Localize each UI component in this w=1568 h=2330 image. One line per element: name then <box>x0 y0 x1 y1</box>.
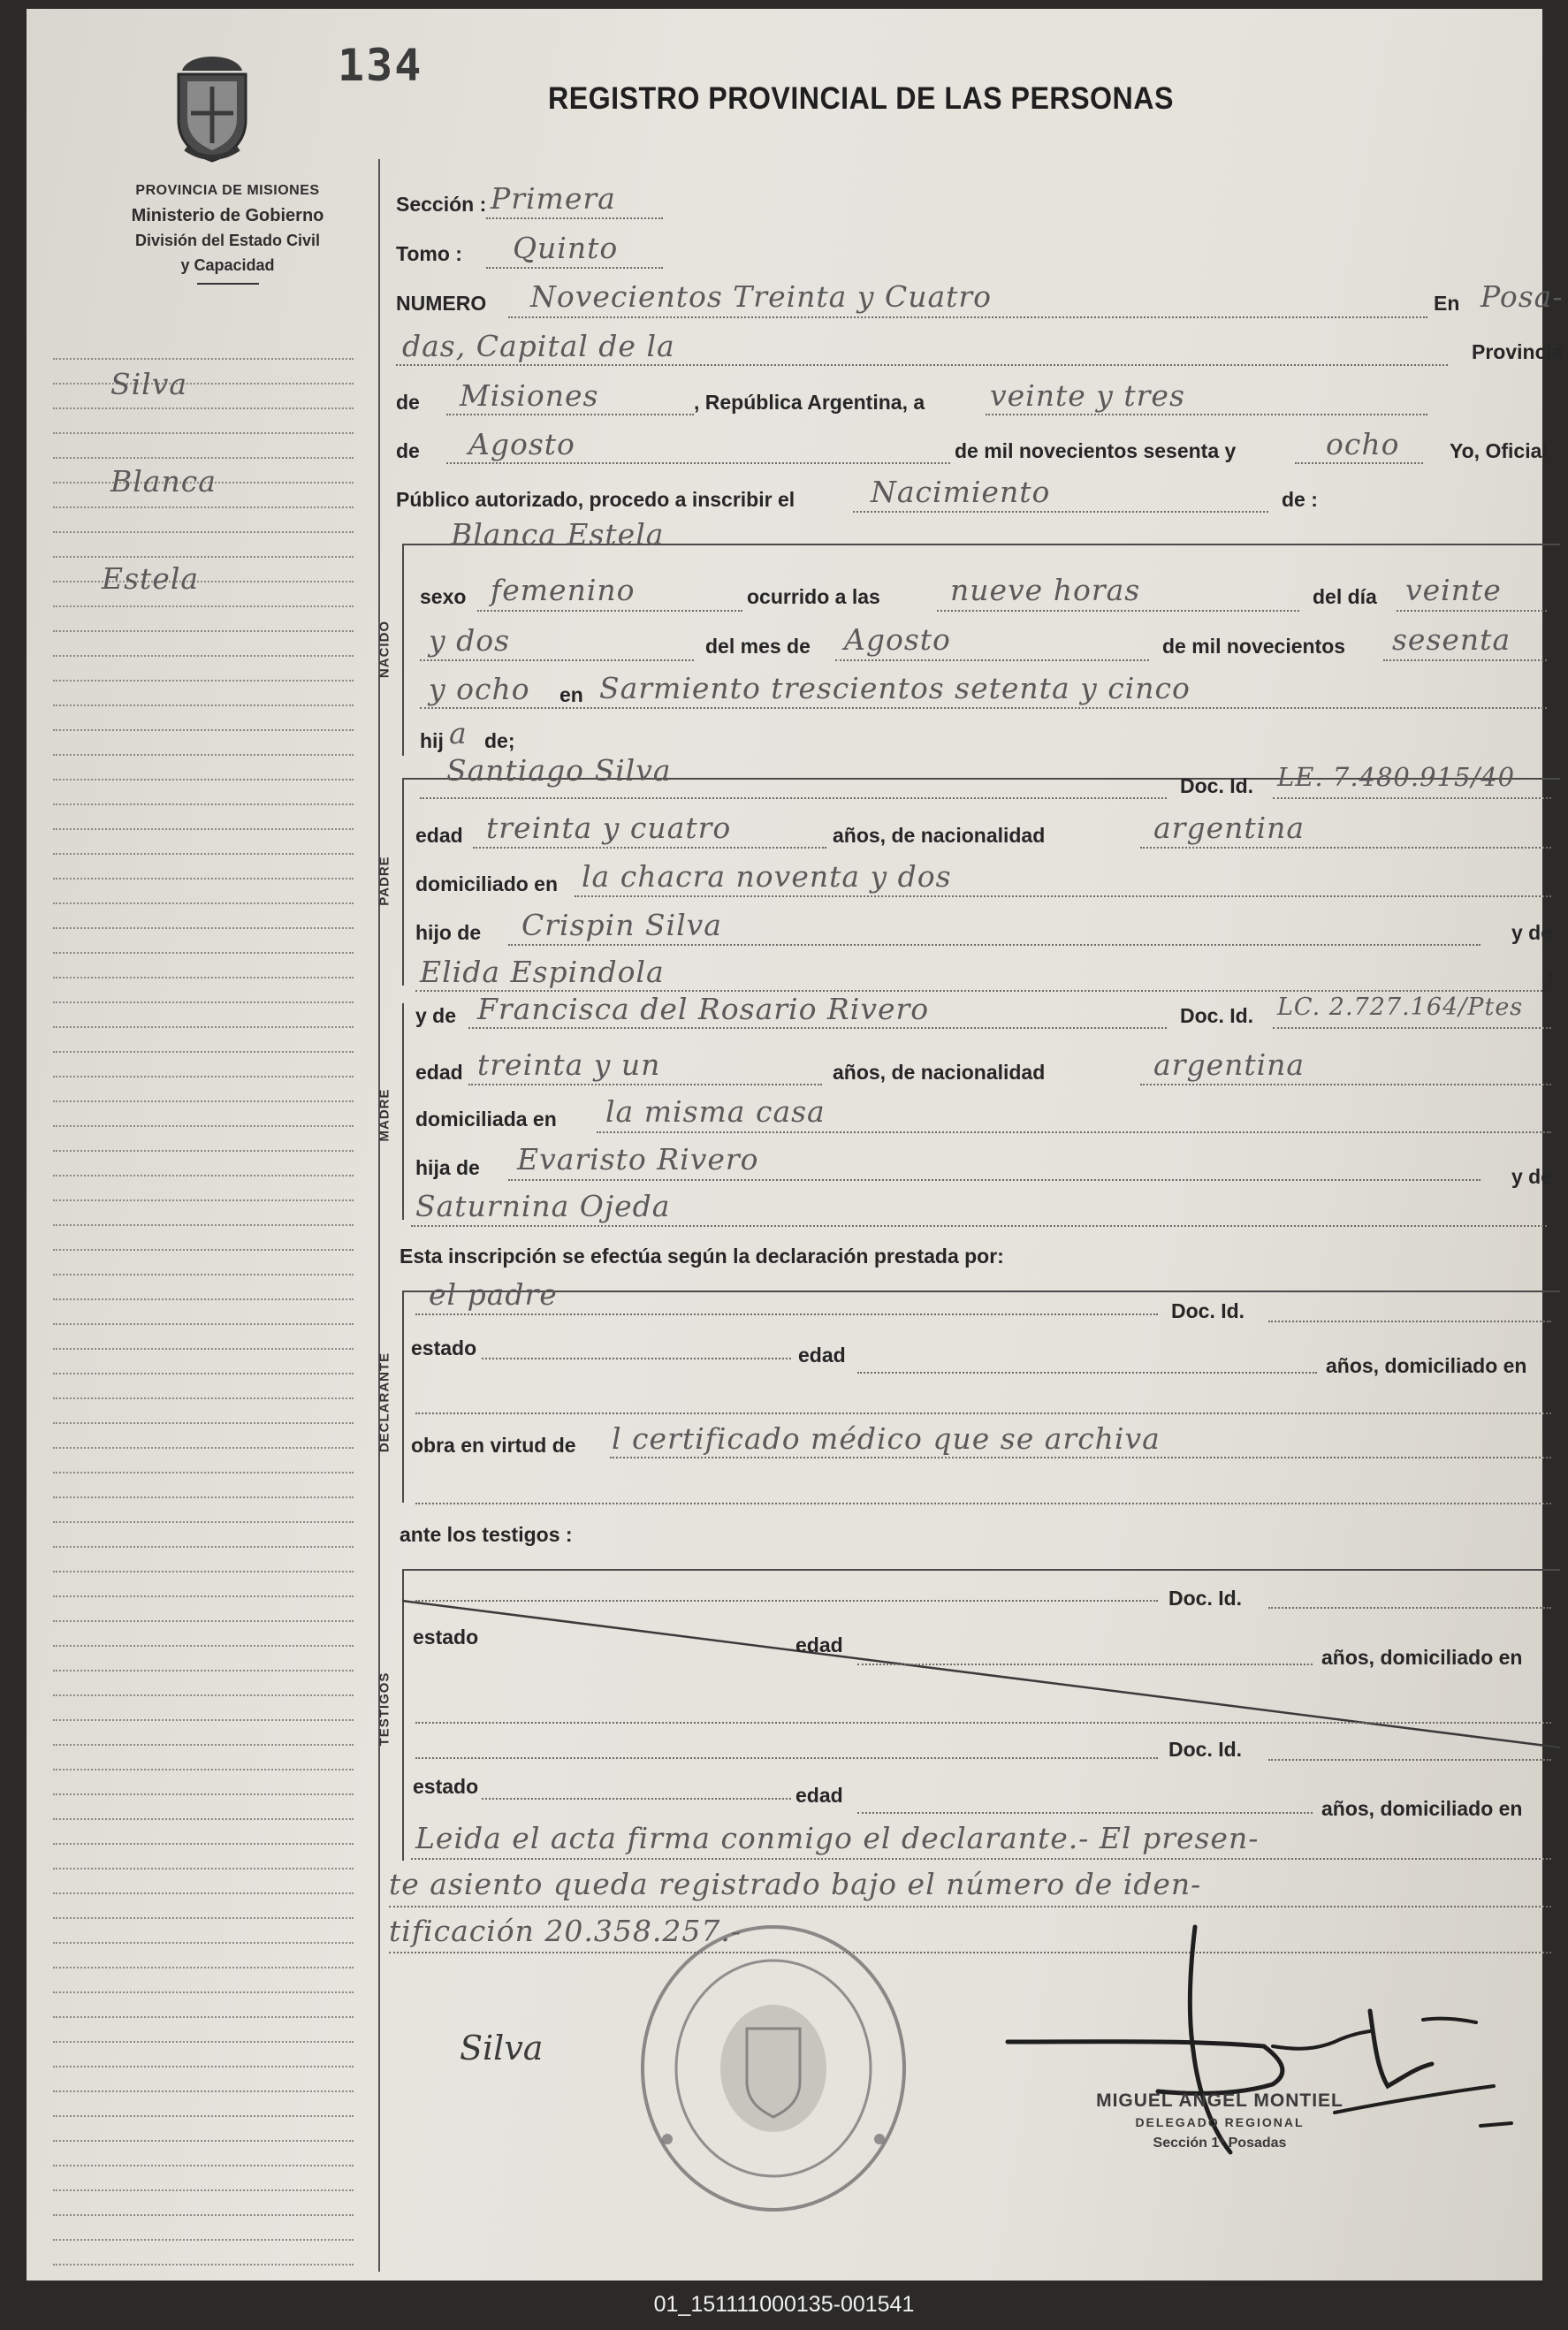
margin-rule-line <box>53 2140 354 2142</box>
label-provincia: Provincia <box>1472 340 1564 363</box>
label-testigo-1-doc: Doc. Id. <box>1168 1587 1243 1610</box>
side-label-declarante: DECLARANTE <box>377 1352 392 1453</box>
margin-rule-line <box>53 655 354 657</box>
margin-rule-line <box>53 581 354 582</box>
line-madre-nac <box>1140 1084 1551 1085</box>
margin-rule-line <box>53 630 354 632</box>
line-testigos-top <box>402 1569 1560 1571</box>
margin-rule-line <box>53 1397 354 1399</box>
value-madre-edad: treinta y un <box>477 1047 661 1082</box>
line-obra <box>610 1457 1551 1458</box>
label-declarante-anos: años, domiciliado en <box>1326 1354 1527 1377</box>
margin-rule-line <box>53 1001 354 1003</box>
margin-rule-line <box>53 1942 354 1944</box>
line-numero <box>508 316 1427 318</box>
label-testigos: ante los testigos : <box>400 1523 573 1546</box>
line-dia <box>986 414 1427 415</box>
line-madre-edad <box>468 1084 822 1085</box>
line-testigo-1 <box>415 1600 1158 1602</box>
value-declarante-nombre: el padre <box>429 1277 558 1312</box>
bracket-madre <box>402 1003 404 1220</box>
value-mes-nac: Agosto <box>844 622 951 657</box>
margin-rule-line <box>53 432 354 434</box>
value-madre-hija-de: Evaristo Rivero <box>517 1142 759 1176</box>
side-label-testigos: TESTIGOS <box>377 1671 392 1747</box>
margin-rule-line <box>53 1818 354 1820</box>
label-ocurrido: ocurrido a las <box>747 585 880 608</box>
margin-rule-line <box>53 1323 354 1325</box>
line-madre-nombre <box>468 1027 1167 1029</box>
margin-note-name-1: Blanca <box>110 464 217 499</box>
line-padre-nombre <box>420 797 1167 799</box>
testigos-cancel-stroke <box>402 1595 1560 1750</box>
label-madre-hija-de: hija de <box>415 1156 480 1179</box>
value-lugar-2: das, Capital de la <box>402 329 675 363</box>
label-en-lugar: en <box>559 683 583 706</box>
line-padre-doc <box>1273 797 1551 799</box>
value-lugar-nac: Sarmiento trescientos setenta y cinco <box>599 671 1191 705</box>
margin-rule-line <box>53 779 354 780</box>
ministry-name: Ministerio de Gobierno <box>131 206 324 225</box>
margin-rule-line <box>53 1546 354 1548</box>
value-madre-domicilio: la misma casa <box>605 1094 826 1129</box>
coat-of-arms-icon <box>159 51 265 166</box>
margin-rule-line <box>53 1769 354 1770</box>
bracket-nacido <box>402 544 404 756</box>
label-padre-edad: edad <box>415 824 463 847</box>
value-provincia: Misiones <box>460 378 599 413</box>
side-label-madre: MADRE <box>377 1088 392 1142</box>
margin-rule-line <box>53 952 354 954</box>
value-declarante-obra: l certificado médico que se archiva <box>612 1421 1161 1456</box>
value-dia-nac-2: y dos <box>429 623 511 658</box>
margin-rule-line <box>53 1175 354 1176</box>
line-anio <box>1295 462 1423 464</box>
label-hij: hij <box>420 729 444 752</box>
label-madre-nac: años, de nacionalidad <box>833 1061 1046 1084</box>
division-name: División del Estado Civil <box>134 232 321 249</box>
line-sexo <box>477 610 742 612</box>
label-madre-y-de-2: y de <box>1511 1165 1553 1188</box>
image-id-caption: 01_151111000135-001541 <box>653 2292 915 2317</box>
value-anio: ocho <box>1326 427 1400 461</box>
margin-rule-line <box>53 1744 354 1746</box>
label-sexo: sexo <box>420 585 467 608</box>
margin-rule-line <box>53 1249 354 1251</box>
office-header <box>62 179 393 285</box>
value-genero: a <box>449 716 468 750</box>
line-padre-domicilio <box>575 895 1551 897</box>
margin-rule-line <box>53 853 354 855</box>
label-declaracion: Esta inscripción se efectúa según la declaración prestada por: <box>400 1245 1004 1268</box>
margin-rule-line <box>53 1125 354 1127</box>
line-dia-nac-2 <box>420 659 694 661</box>
label-republica: , República Argentina, a <box>694 391 925 414</box>
margin-rule-line <box>53 2239 354 2241</box>
label-publico: Público autorizado, procedo a inscribir el <box>396 488 795 511</box>
bracket-declarante <box>402 1291 404 1503</box>
margin-rule-line <box>53 1694 354 1696</box>
province-name: PROVINCIA DE MISIONES <box>135 183 320 198</box>
margin-rule-line <box>53 729 354 731</box>
margin-rule-line <box>53 2264 354 2265</box>
margin-rule-line <box>53 828 354 830</box>
value-dia-nac-1: veinte <box>1405 573 1502 607</box>
line-testigo-2 <box>415 1757 1158 1759</box>
margin-ruled-column <box>53 358 354 2276</box>
label-testigo-2-anos: años, domiciliado en <box>1321 1797 1523 1820</box>
line-lugar-nac <box>420 707 1547 709</box>
line-mes <box>446 462 950 464</box>
line-declarante-edad <box>857 1372 1317 1374</box>
value-padre-domicilio: la chacra noventa y dos <box>582 859 952 894</box>
line-testigo-2-estado <box>482 1798 791 1800</box>
official-office: Sección 1ª Posadas <box>1153 2136 1287 2151</box>
value-dia: veinte y tres <box>990 378 1185 413</box>
label-madre-y-de: y de <box>415 1004 457 1027</box>
line-padre-hijo-de <box>508 944 1480 946</box>
side-label-nacido: NACIDO <box>377 620 392 679</box>
value-madre-doc: LC. 2.727.164/Ptes <box>1277 994 1524 1021</box>
margin-rule-line <box>53 1571 354 1572</box>
label-declarante-edad: edad <box>798 1344 846 1367</box>
line-madre-hija-de <box>508 1179 1480 1181</box>
margin-rule-line <box>53 1051 354 1053</box>
label-de-colon: de : <box>1282 488 1318 511</box>
registry-seal-stamp <box>636 1923 910 2214</box>
value-mes: Agosto <box>468 427 575 461</box>
line-closing-1 <box>411 1858 1551 1860</box>
line-declarante-nombre <box>415 1313 1158 1315</box>
label-madre-edad: edad <box>415 1061 463 1084</box>
label-en: En <box>1434 292 1460 315</box>
margin-rule-line <box>53 1793 354 1795</box>
margin-rule-line <box>53 1917 354 1919</box>
margin-rule-line <box>53 383 354 385</box>
value-padre-nombre: Santiago Silva <box>446 753 672 788</box>
division-name-2: y Capacidad <box>180 256 275 274</box>
margin-rule-line <box>53 506 354 508</box>
margin-rule-line <box>53 1373 354 1374</box>
value-anio-nac-2: y ocho <box>429 672 530 706</box>
line-declarante-domicilio <box>415 1412 1551 1414</box>
margin-rule-line <box>53 2016 354 2018</box>
margin-rule-line <box>53 1719 354 1721</box>
closing-line-3: tificación 20.358.257.- <box>389 1914 742 1948</box>
line-testigo-1-doc <box>1268 1607 1551 1609</box>
margin-rule-line <box>53 1521 354 1523</box>
line-madre-doc <box>1273 1027 1551 1029</box>
margin-rule-line <box>53 2214 354 2216</box>
margin-vertical-rule <box>378 159 380 2272</box>
line-padre-edad <box>473 847 826 849</box>
margin-rule-line <box>53 1595 354 1597</box>
label-seccion: Sección : <box>396 193 487 216</box>
value-lugar-1: Posa- <box>1480 279 1564 314</box>
line-testigo-2-edad <box>857 1812 1313 1814</box>
line-seccion <box>486 217 663 219</box>
margin-rule-line <box>53 1645 354 1647</box>
margin-rule-line <box>53 1100 354 1102</box>
label-padre-domicilio: domiciliado en <box>415 872 559 895</box>
margin-rule-line <box>53 680 354 681</box>
label-de-provincia: de <box>396 391 420 414</box>
margin-rule-line <box>53 1967 354 1968</box>
margin-rule-line <box>53 1447 354 1449</box>
label-padre-hijo-de: hijo de <box>415 921 482 944</box>
margin-rule-line <box>53 754 354 756</box>
line-testigo-2-doc <box>1268 1759 1551 1761</box>
value-anio-nac-1: sesenta <box>1392 622 1511 657</box>
label-de-semicolon: de; <box>484 729 515 752</box>
margin-rule-line <box>53 1422 354 1424</box>
margin-rule-line <box>53 1076 354 1077</box>
line-testigo-1-domicilio <box>415 1722 1551 1724</box>
margin-rule-line <box>53 556 354 558</box>
label-mil-novecientos: de mil novecientos <box>1162 635 1346 658</box>
label-testigo-2-estado: estado <box>413 1775 479 1798</box>
value-seccion: Primera <box>491 181 616 216</box>
margin-rule-line <box>53 1991 354 1993</box>
official-name: MIGUEL ANGEL MONTIEL <box>1096 2090 1343 2111</box>
margin-rule-line <box>53 1199 354 1201</box>
margin-rule-line <box>53 977 354 978</box>
margin-rule-line <box>53 1298 354 1300</box>
label-mil-sesenta: de mil novecientos sesenta y <box>955 439 1237 462</box>
line-tomo <box>486 267 663 269</box>
label-padre-doc: Doc. Id. <box>1180 774 1254 797</box>
closing-line-2: te asiento queda registrado bajo el número de iden- <box>389 1867 1202 1901</box>
margin-rule-line <box>53 927 354 929</box>
line-lugar <box>396 364 1448 366</box>
line-declarante-doc <box>1268 1321 1551 1322</box>
margin-rule-line <box>53 1496 354 1498</box>
margin-rule-line <box>53 1026 354 1028</box>
official-role: DELEGADO REGIONAL <box>1135 2115 1305 2129</box>
line-hora <box>937 610 1299 612</box>
label-testigo-1-edad: edad <box>795 1633 843 1656</box>
label-padre-y-de: y de <box>1511 921 1553 944</box>
folio-number: 134 <box>338 40 423 91</box>
value-madre-nombre: Francisca del Rosario Rivero <box>477 992 930 1026</box>
margin-rule-line <box>53 2090 354 2092</box>
label-padre-nac: años, de nacionalidad <box>833 824 1046 847</box>
page-title: REGISTRO PROVINCIAL DE LAS PERSONAS <box>548 81 1174 116</box>
margin-rule-line <box>53 2189 354 2191</box>
value-padre-y-de: Elida Espindola <box>420 955 665 989</box>
label-de-mes: de <box>396 439 420 462</box>
margin-rule-line <box>53 457 354 459</box>
value-madre-y-de: Saturnina Ojeda <box>415 1189 671 1223</box>
label-obra: obra en virtud de <box>411 1434 576 1457</box>
margin-note-name-2: Estela <box>102 561 200 596</box>
label-testigo-2-edad: edad <box>795 1784 843 1807</box>
line-closing-2 <box>389 1906 1551 1907</box>
margin-rule-line <box>53 358 354 360</box>
margin-rule-line <box>53 704 354 706</box>
value-padre-nacionalidad: argentina <box>1153 811 1305 845</box>
margin-rule-line <box>53 531 354 533</box>
margin-rule-line <box>53 2041 354 2043</box>
margin-rule-line <box>53 1670 354 1671</box>
margin-rule-line <box>53 2165 354 2166</box>
label-del-dia: del día <box>1313 585 1377 608</box>
header-divider <box>197 283 259 285</box>
label-testigo-1-anos: años, domiciliado en <box>1321 1646 1523 1669</box>
label-numero: NUMERO <box>396 292 487 315</box>
side-label-padre: PADRE <box>377 856 392 906</box>
line-anio-nac <box>1383 659 1547 661</box>
declarant-signature: Silva <box>460 2029 544 2067</box>
value-tomo: Quinto <box>513 231 619 265</box>
margin-rule-line <box>53 878 354 879</box>
margin-rule-line <box>53 1274 354 1275</box>
official-stamp <box>1052 2090 1388 2154</box>
margin-rule-line <box>53 1150 354 1152</box>
label-del-mes: del mes de <box>705 635 811 658</box>
value-padre-doc: LE. 7.480.915/40 <box>1277 762 1516 792</box>
value-hora: nueve horas <box>950 573 1141 607</box>
label-semicolon: ; <box>1547 965 1554 988</box>
line-obra-2 <box>415 1503 1551 1504</box>
margin-rule-line <box>53 1472 354 1473</box>
value-nombre: Blanca Estela <box>451 517 665 552</box>
margin-rule-line <box>53 605 354 607</box>
line-padre-nac <box>1140 847 1551 849</box>
label-testigo-2-doc: Doc. Id. <box>1168 1738 1243 1761</box>
line-madre-domicilio <box>597 1131 1551 1133</box>
label-oficial: Yo, Oficial <box>1450 439 1548 462</box>
label-declarante-estado: estado <box>411 1336 477 1359</box>
margin-rule-line <box>53 1348 354 1350</box>
label-testigo-1-estado: estado <box>413 1626 479 1649</box>
margin-rule-line <box>53 1224 354 1226</box>
line-declarante-estado <box>482 1358 791 1359</box>
line-mes-nac <box>835 659 1149 661</box>
margin-rule-line <box>53 2066 354 2067</box>
line-dia-nac <box>1397 610 1547 612</box>
margin-rule-line <box>53 407 354 409</box>
bracket-padre <box>402 778 404 986</box>
label-madre-domicilio: domiciliada en <box>415 1108 557 1131</box>
value-madre-nacionalidad: argentina <box>1153 1047 1305 1082</box>
margin-rule-line <box>53 1892 354 1894</box>
margin-note-surname: Silva <box>110 367 188 401</box>
margin-rule-line <box>53 2115 354 2117</box>
line-declarante-top <box>402 1291 1560 1292</box>
line-provincia <box>446 414 694 415</box>
label-tomo: Tomo : <box>396 242 462 265</box>
register-page <box>27 9 1564 2281</box>
value-padre-edad: treinta y cuatro <box>486 811 732 845</box>
value-numero: Novecientos Treinta y Cuatro <box>530 279 993 314</box>
line-madre-y-de <box>411 1225 1547 1227</box>
label-madre-doc: Doc. Id. <box>1180 1004 1254 1027</box>
margin-rule-line <box>53 1868 354 1869</box>
line-testigo-1-edad <box>857 1664 1313 1665</box>
label-declarante-doc: Doc. Id. <box>1171 1299 1245 1322</box>
value-padre-hijo-de: Crispin Silva <box>521 908 722 942</box>
margin-rule-line <box>53 803 354 805</box>
line-acto <box>853 511 1268 513</box>
value-acto: Nacimiento <box>871 475 1051 509</box>
margin-rule-line <box>53 1620 354 1622</box>
margin-rule-line <box>53 902 354 904</box>
margin-rule-line <box>53 1843 354 1845</box>
value-sexo: femenino <box>491 573 636 607</box>
closing-line-1: Leida el acta firma conmigo el declarante.- El presen- <box>415 1821 1260 1855</box>
